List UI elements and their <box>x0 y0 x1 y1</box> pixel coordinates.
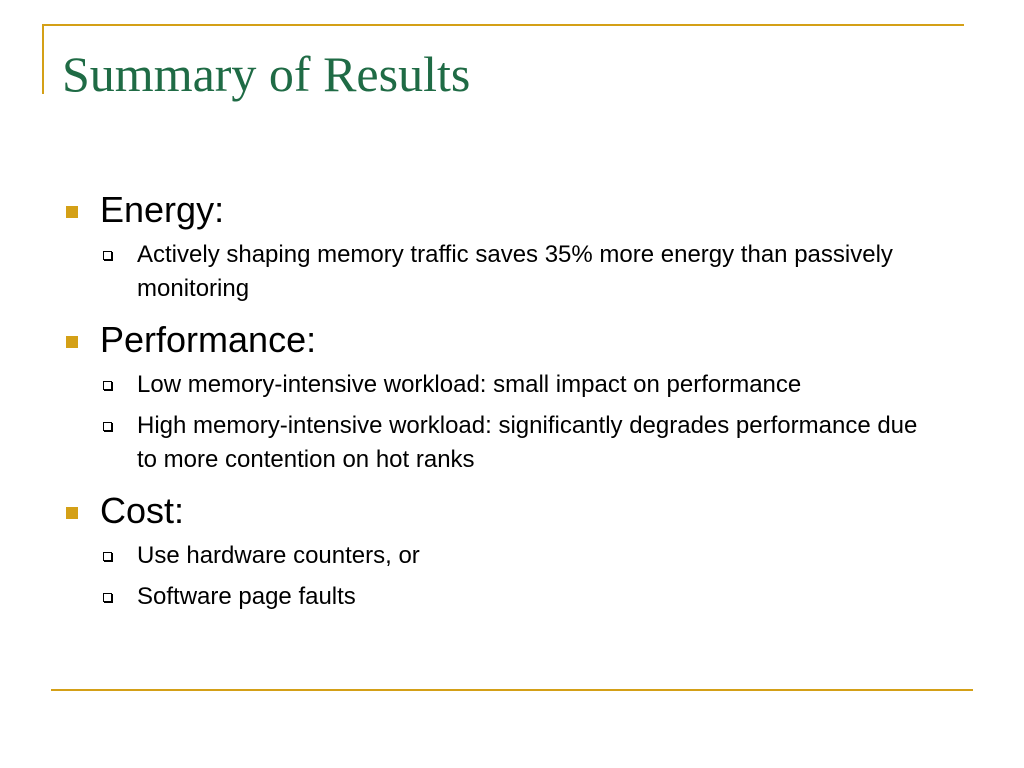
square-bullet-icon <box>66 206 78 218</box>
sub-bullet <box>60 539 927 573</box>
bullet-heading <box>60 316 960 364</box>
hollow-box-bullet-icon <box>103 251 112 260</box>
sub-bullet-list <box>60 539 960 614</box>
sub-bullet <box>60 368 927 402</box>
sub-bullet <box>60 580 927 614</box>
sub-bullet-text: High memory-intensive workload: significantly degrades performance due to more contention on hot ranks <box>137 412 918 473</box>
heading-text: Cost: <box>100 490 185 531</box>
sub-bullet <box>60 238 927 306</box>
hollow-box-bullet-icon <box>103 381 112 390</box>
heading-text: Energy: <box>100 189 225 230</box>
hollow-box-bullet-icon <box>103 593 112 602</box>
frame-top-line <box>42 24 964 26</box>
sub-bullet-text: Actively shaping memory traffic saves 35% more energy than passively monitoring <box>137 241 893 302</box>
slide-title: Summary of Results <box>62 46 471 102</box>
square-bullet-icon <box>66 336 78 348</box>
sub-bullet-text: Software page faults <box>137 583 356 610</box>
heading-text: Performance: <box>100 319 317 360</box>
sub-bullet-text: Low memory-intensive workload: small impact on performance <box>137 371 802 398</box>
section-energy <box>60 186 960 306</box>
frame-left-line <box>42 24 44 94</box>
sub-bullet-text: Use hardware counters, or <box>137 542 420 569</box>
sub-bullet-list <box>60 238 960 306</box>
hollow-box-bullet-icon <box>103 422 112 431</box>
bullet-heading <box>60 487 960 535</box>
frame-bottom-line <box>51 689 973 691</box>
hollow-box-bullet-icon <box>103 552 112 561</box>
sub-bullet <box>60 409 927 477</box>
bullet-heading <box>60 186 960 234</box>
bullet-content <box>60 186 960 624</box>
square-bullet-icon <box>66 507 78 519</box>
sub-bullet-list <box>60 368 960 477</box>
section-cost <box>60 487 960 614</box>
section-performance <box>60 316 960 477</box>
